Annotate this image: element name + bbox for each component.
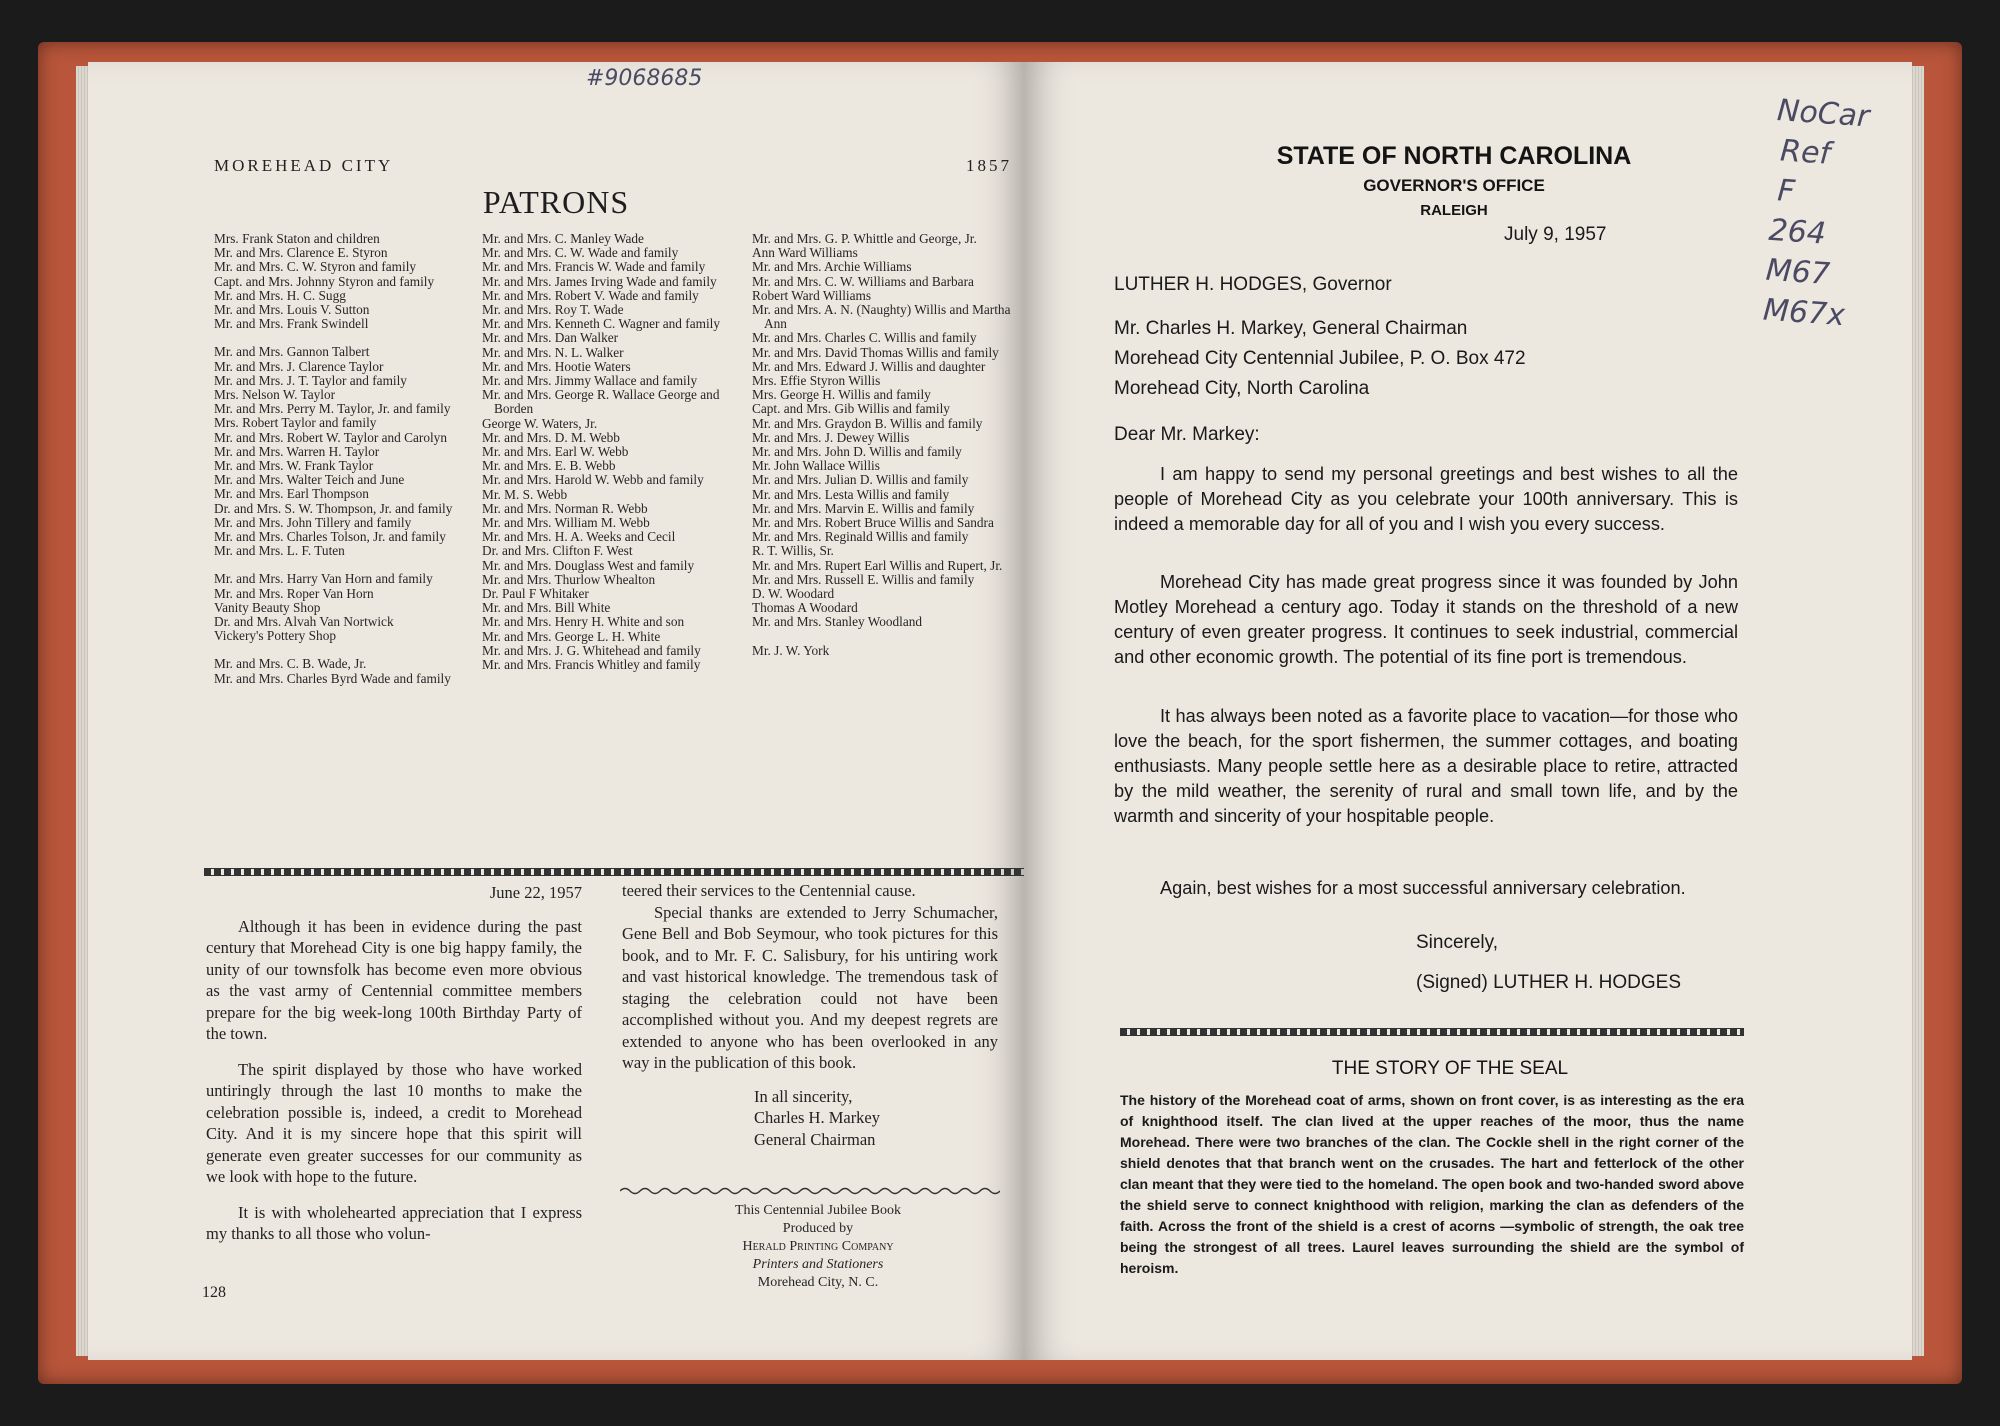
patron-entry: Mr. and Mrs. G. P. Whittle and George, Jr. [752, 231, 977, 246]
patron-entry: Mr. and Mrs. Charles Tolson, Jr. and family [214, 529, 446, 545]
patron-entry: Mr. and Mrs. James Irving Wade and family [482, 273, 717, 289]
page-edges-right [1910, 66, 1924, 1356]
patron-entry: Mr. and Mrs. Marvin E. Willis and family [752, 500, 975, 516]
patron-entry: Mrs. Robert Taylor and family [214, 415, 377, 431]
patron-entry: Robert Ward Williams [752, 287, 872, 303]
patron-entry: Mr. and Mrs. Douglass West and family [482, 557, 695, 573]
patron-entry: Mr. and Mrs. Russell E. Willis and family [752, 571, 975, 587]
patron-entry: Mr. and Mrs. J. T. Taylor and family [214, 372, 407, 388]
governor-paragraph: I am happy to send my personal greetings and best wishes to all the people of Morehead City as you celebrate your 100th anniversary. This is indeed a memorable day for all of you and I wish you every success. [1114, 464, 1738, 534]
patron-entry: Ann Ward Williams [752, 245, 858, 261]
recipient-address-line: Mr. Charles H. Markey, General Chairman [1114, 318, 1468, 339]
patron-entry: Mr. and Mrs. Clarence E. Styron [214, 245, 388, 261]
letterhead-office: GOVERNOR'S OFFICE [1363, 176, 1545, 195]
patron-entry: Mr. and Mrs. Rupert Earl Willis and Rupert, Jr. [752, 557, 1003, 573]
running-header-title: MOREHEAD CITY [214, 156, 394, 175]
patrons-divider-rule [204, 868, 1024, 876]
patron-entry: Mrs. Nelson W. Taylor [214, 387, 336, 403]
patron-entry: Mr. and Mrs. N. L. Walker [482, 344, 624, 360]
patron-entry: George W. Waters, Jr. [482, 415, 598, 431]
patron-entry: Mr. and Mrs. C. B. Wade, Jr. [214, 656, 367, 672]
letterhead-state: STATE OF NORTH CAROLINA [1276, 142, 1632, 170]
patron-entry: Capt. and Mrs. Gib Willis and family [752, 401, 950, 417]
governor-signature: (Signed) LUTHER H. HODGES [1416, 972, 1682, 993]
patron-spacer [214, 331, 476, 345]
patron-entry: Dr. and Mrs. S. W. Thompson, Jr. and family [214, 500, 453, 516]
patron-entry: Mrs. Frank Staton and children [214, 231, 380, 246]
seal-story-title: THE STORY OF THE SEAL [1331, 1058, 1569, 1079]
patron-entry: Mr. and Mrs. John D. Willis and family [752, 444, 962, 460]
salutation: Dear Mr. Markey: [1114, 424, 1260, 445]
imprint-line: Morehead City, N. C. [757, 1275, 879, 1290]
patron-entry: Mr. and Mrs. Harold W. Webb and family [482, 472, 704, 488]
patron-entry: Mr. and Mrs. Jimmy Wallace and family [482, 373, 698, 389]
patron-entry: Mr. and Mrs. Stanley Woodland [752, 614, 923, 630]
letter-paragraph: teered their services to the Centennial cause. [622, 881, 916, 900]
letter-signer-title: General Chairman [754, 1129, 876, 1149]
running-header-year: 1857 [966, 156, 1012, 175]
patron-column-1 [214, 232, 476, 686]
patron-spacer [752, 630, 1014, 644]
chairman-letter-column-1 [206, 882, 582, 1259]
patron-entry: R. T. Willis, Sr. [752, 543, 834, 559]
chairman-letter-column-2 [622, 880, 998, 1150]
patron-entry: Mrs. George H. Willis and family [752, 387, 931, 403]
patron-entry: Mr. and Mrs. John Tillery and family [214, 514, 412, 530]
governor-paragraph: Morehead City has made great progress since it was founded by John Motley Morehead a century ago. Today it stands on the threshold of a new century of even greater progress. It continues to seek industrial, commercial and other economic growth. The potential of its fine port is tremendous. [1114, 572, 1738, 667]
patron-entry: Mr. and Mrs. George L. H. White [482, 628, 661, 644]
patron-entry: Mr. and Mrs. C. W. Wade and family [482, 245, 679, 261]
patron-entry: Mr. and Mrs. J. G. Whitehead and family [482, 642, 701, 658]
patron-entry: Mr. and Mrs. David Thomas Willis and family [752, 344, 999, 360]
patron-entry: Mr. and Mrs. Henry H. White and son [482, 614, 685, 630]
patron-entry: Mr. and Mrs. Gannon Talbert [214, 344, 370, 360]
patron-entry: Mr. and Mrs. Thurlow Whealton [482, 571, 656, 587]
patron-entry: Mr. and Mrs. Francis W. Wade and family [482, 259, 706, 275]
patron-entry: Mr. and Mrs. J. Clarence Taylor [214, 358, 384, 374]
patron-entry: Mr. and Mrs. Warren H. Taylor [214, 443, 380, 459]
seal-story-text: The history of the Morehead coat of arms, shown on front cover, is as interesting as the era of knighthood itself. The clan lived at the upper reaches of the moor, thus the name Morehead. There were two branches of the clan. The Cockle shell in the right corner of the shield denotes that that branch went on the crusades. The hart and fetterlock of the other clan meant that they were tied to the homeland. The open book and two-handed sword above the shield serve to connect knighthood with religion, marking the clan as defenders of the faith. Across the front of the shield is a crest of acorns —symbolic of strength, the oak tree being the strongest of all trees. Laurel leaves surrounding the shield are the symbol of heroism. [1120, 1092, 1744, 1276]
governor-letter-date: July 9, 1957 [1504, 224, 1607, 245]
letter-paragraph: The spirit displayed by those who have worked untiringly through the last 10 months to make the celebration possible is, indeed, a credit to Morehead City. And it is my sincere hope that this spirit will generate even greater successes for our community as we look with hope to the future. [206, 1059, 582, 1186]
governor-closing: Sincerely, [1416, 932, 1499, 953]
patron-entry: Mr. and Mrs. Frank Swindell [214, 316, 369, 332]
call-number-line: 264 [1767, 212, 1828, 252]
governor-name: LUTHER H. HODGES, Governor [1114, 274, 1392, 295]
patron-entry: Mrs. Effie Styron Willis [752, 373, 881, 389]
governor-paragraph: Again, best wishes for a most successful anniversary celebration. [1160, 878, 1686, 898]
letter-paragraph: It is with wholehearted appreciation that I express my thanks to all those who volun- [206, 1202, 582, 1243]
patron-entry: Mr. and Mrs. Roy T. Wade [482, 302, 624, 318]
letter-signer: Charles H. Markey [754, 1108, 881, 1127]
patron-entry: Mr. and Mrs. Lesta Willis and family [752, 486, 950, 502]
patron-column-2 [482, 232, 744, 672]
patron-entry: Mr. and Mrs. Earl W. Webb [482, 444, 629, 460]
patron-entry: Mr. and Mrs. Roper Van Horn [214, 585, 374, 601]
patron-entry: Vanity Beauty Shop [214, 599, 321, 615]
patron-entry: Mr. and Mrs. D. M. Webb [482, 429, 620, 445]
patron-entry: Mr. and Mrs. Walter Teich and June [214, 472, 405, 488]
patron-column-3 [752, 232, 1014, 658]
patron-entry: Vickery's Pottery Shop [214, 628, 336, 644]
patron-entry: Thomas A Woodard [752, 600, 858, 616]
patron-entry: Mr. and Mrs. C. Manley Wade [482, 231, 644, 246]
imprint-line: Printers and Stationers [752, 1257, 884, 1272]
patron-entry: Mr. and Mrs. W. Frank Taylor [214, 458, 374, 474]
patron-entry: Mr. and Mrs. Kenneth C. Wagner and family [482, 316, 720, 332]
imprint-company: Herald Printing Company [742, 1239, 894, 1254]
imprint-line: This Centennial Jubilee Book [734, 1203, 902, 1218]
patrons-title: PATRONS [482, 184, 630, 220]
patron-entry: Capt. and Mrs. Johnny Styron and family [214, 273, 435, 289]
patron-entry: Dr. and Mrs. Alvah Van Nortwick [214, 614, 394, 630]
patron-entry: Dr. and Mrs. Clifton F. West [482, 543, 633, 559]
letter-date: June 22, 1957 [489, 883, 582, 902]
patron-entry: Mr. and Mrs. Edward J. Willis and daughter [752, 358, 986, 374]
seal-divider-rule [1120, 1028, 1744, 1036]
letter-paragraph: Although it has been in evidence during the past century that Morehead City is one big happy family, the unity of our townsfolk has become even more obvious as the vast army of Centennial committee members prepare for the big week-long 100th Birthday Party of the town. [206, 916, 582, 1043]
patron-spacer [214, 558, 476, 572]
patron-entry: Mr. and Mrs. J. Dewey Willis [752, 429, 910, 445]
call-number-line: M67x [1761, 292, 1847, 334]
printer-imprint [708, 1202, 928, 1292]
patron-entry: Mr. and Mrs. L. F. Tuten [214, 543, 345, 559]
letter-paragraph: Special thanks are extended to Jerry Schumacher, Gene Bell and Bob Seymour, who took pictures for this book, and to Mr. F. C. Salisbury, for his untiring work and vast historical knowledge. The tremendous task of staging the celebration could not have been accomplished without you. And my deepest regrets are extended to anyone who has been overlooked in any way in the publication of this book. [622, 902, 998, 1072]
patron-entry: Mr. and Mrs. Julian D. Willis and family [752, 472, 969, 488]
patron-entry: Mr. and Mrs. Robert W. Taylor and Carolyn [214, 429, 447, 445]
patron-entry: Mr. and Mrs. Francis Whitley and family [482, 657, 701, 673]
call-number-line: Ref [1779, 133, 1832, 172]
call-number-line: NoCar [1775, 93, 1871, 135]
patron-entry: Mr. and Mrs. Archie Williams [752, 259, 912, 275]
patron-entry: Mr. and Mrs. H. A. Weeks and Cecil [482, 529, 676, 545]
handwritten-catalog-number: #9068685 [586, 66, 703, 91]
patron-entry: Mr. and Mrs. Louis V. Sutton [214, 302, 370, 318]
patron-entry: Mr. and Mrs. Harry Van Horn and family [214, 571, 433, 587]
patron-entry: Mr. and Mrs. Dan Walker [482, 330, 619, 346]
patron-entry: D. W. Woodard [752, 586, 835, 602]
right-page [1024, 62, 1912, 1360]
patron-entry: Mr. and Mrs. H. C. Sugg [214, 287, 346, 303]
patron-entry: Mr. and Mrs. William M. Webb [482, 515, 650, 531]
call-number-line: M67 [1764, 252, 1832, 293]
patron-entry: Mr. and Mrs. Hootie Waters [482, 358, 631, 374]
patron-entry: Mr. and Mrs. Graydon B. Willis and family [752, 415, 983, 431]
patron-entry: Mr. and Mrs. Reginald Willis and family [752, 529, 969, 545]
patron-entry: Mr. and Mrs. A. N. (Naughty) Willis and Martha Ann [752, 302, 1011, 332]
patron-entry: Mr. J. W. York [752, 642, 830, 658]
recipient-address-line: Morehead City, North Carolina [1114, 378, 1370, 399]
patron-entry: Mr. and Mrs. C. W. Williams and Barbara [752, 273, 974, 289]
governor-paragraph: It has always been noted as a favorite place to vacation—for those who love the beach, for the sport fishermen, the summer cottages, and boating enthusiasts. Many people settle here as a desirable place to retire, attracted by the mild weather, the serenity of rural and small town life, and by the warmth and sincerity of your hospitable people. [1114, 706, 1738, 826]
call-number-line: F [1776, 173, 1796, 210]
imprint-line: Produced by [782, 1221, 854, 1236]
patron-entry: Mr. and Mrs. Robert Bruce Willis and Sandra [752, 515, 994, 531]
patron-entry: Mr. and Mrs. George R. Wallace George and Borden [482, 387, 720, 417]
patron-entry: Mr. M. S. Webb [482, 486, 568, 502]
wavy-divider [620, 1186, 1000, 1196]
patron-entry: Mr. and Mrs. Perry M. Taylor, Jr. and family [214, 401, 451, 417]
letterhead-city: RALEIGH [1420, 202, 1488, 219]
patron-entry: Dr. Paul F Whitaker [482, 586, 589, 602]
patron-entry: Mr. John Wallace Willis [752, 458, 880, 474]
patron-entry: Mr. and Mrs. Charles Byrd Wade and family [214, 670, 451, 686]
patron-entry: Mr. and Mrs. E. B. Webb [482, 458, 616, 474]
letter-closing: In all sincerity, [754, 1086, 853, 1106]
patron-entry: Mr. and Mrs. Norman R. Webb [482, 500, 648, 516]
patron-entry: Mr. and Mrs. Robert V. Wade and family [482, 287, 699, 303]
patron-entry: Mr. and Mrs. Earl Thompson [214, 486, 369, 502]
patron-entry: Mr. and Mrs. C. W. Styron and family [214, 259, 417, 275]
recipient-address-line: Morehead City Centennial Jubilee, P. O. Box 472 [1114, 348, 1526, 369]
patron-entry: Mr. and Mrs. Charles C. Willis and family [752, 330, 977, 346]
page-number: 128 [202, 1284, 226, 1301]
patron-entry: Mr. and Mrs. Bill White [482, 600, 611, 616]
left-page [88, 62, 1024, 1360]
patron-spacer [214, 643, 476, 657]
